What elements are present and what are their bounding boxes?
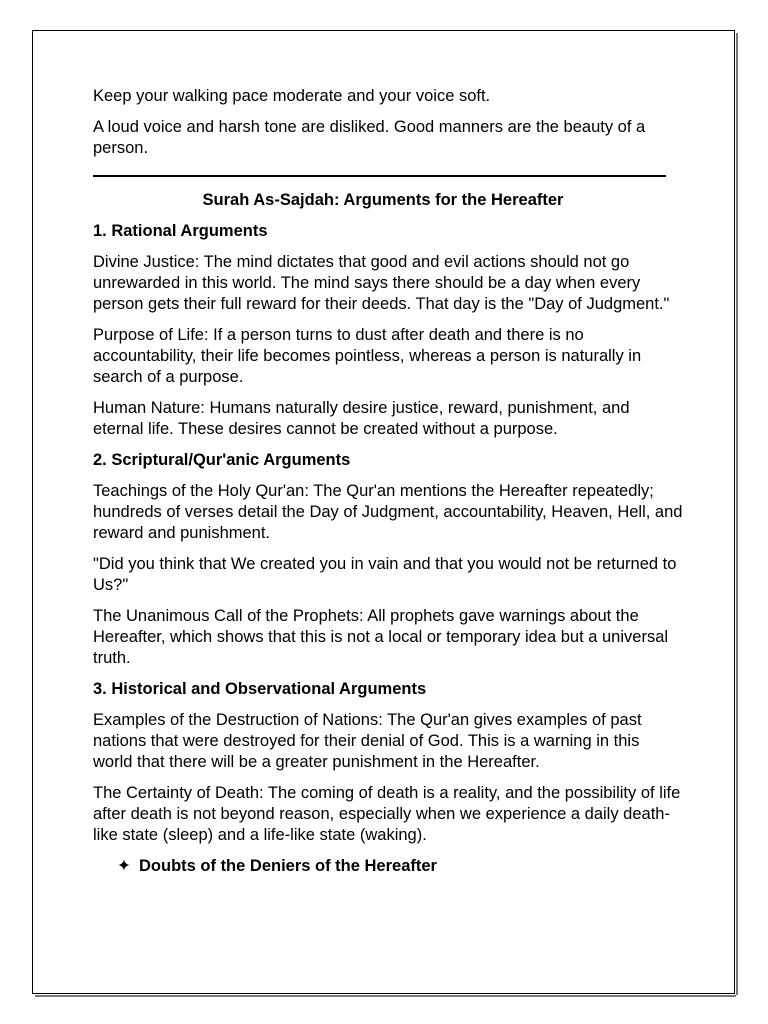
- rational-paragraph-human-nature: Human Nature: Humans naturally desire justice, reward, punishment, and eternal life. These desires cannot be created without a purpose.: [93, 399, 630, 438]
- scriptural-paragraph-teachings: Teachings of the Holy Qur'an: The Qur'an mentions the Hereafter repeatedly; hundreds of verses detail the Day of Judgment, accountability, Heaven, Hell, and reward and punishment.: [93, 482, 683, 542]
- scriptural-paragraph-quote: "Did you think that We created you in vain and that you would not be returned to Us?": [93, 555, 677, 594]
- rational-heading: 1. Rational Arguments: [93, 222, 268, 240]
- rational-paragraph-divine-justice: Divine Justice: The mind dictates that good and evil actions should not go unrewarded in this world. The mind says there should be a day when every person gets their full reward for their deeds. That day is the "Day of Judgment.": [93, 253, 670, 313]
- document-body: [93, 86, 683, 877]
- four-pointed-star-icon: ✦: [117, 857, 131, 875]
- doubts-heading-item: [93, 856, 683, 877]
- intro-line-2: A loud voice and harsh tone are disliked. Good manners are the beauty of a person.: [93, 118, 646, 157]
- scriptural-heading: 2. Scriptural/Qur'anic Arguments: [93, 451, 351, 469]
- historical-paragraph-nations: Examples of the Destruction of Nations: The Qur'an gives examples of past nations that were destroyed for their denial of God. This is a warning in this world that there will be a greater punishment in the Hereafter.: [93, 711, 642, 771]
- historical-heading: 3. Historical and Observational Arguments: [93, 680, 427, 698]
- doubts-heading: Doubts of the Deniers of the Hereafter: [139, 857, 437, 875]
- scriptural-paragraph-prophets: The Unanimous Call of the Prophets: All prophets gave warnings about the Hereafter, which shows that this is not a local or temporary idea but a universal truth.: [93, 607, 669, 667]
- intro-line-1: Keep your walking pace moderate and your voice soft.: [93, 87, 491, 105]
- historical-paragraph-death: The Certainty of Death: The coming of death is a reality, and the possibility of life after death is not beyond reason, especially when we experience a daily death-like state (sleep) and a life-like state (waking).: [93, 784, 681, 844]
- section-title: Surah As-Sajdah: Arguments for the Hereafter: [202, 191, 564, 209]
- section-divider: [93, 175, 666, 177]
- rational-paragraph-purpose-of-life: Purpose of Life: If a person turns to dust after death and there is no accountability, their life becomes pointless, whereas a person is naturally in search of a purpose.: [93, 326, 642, 386]
